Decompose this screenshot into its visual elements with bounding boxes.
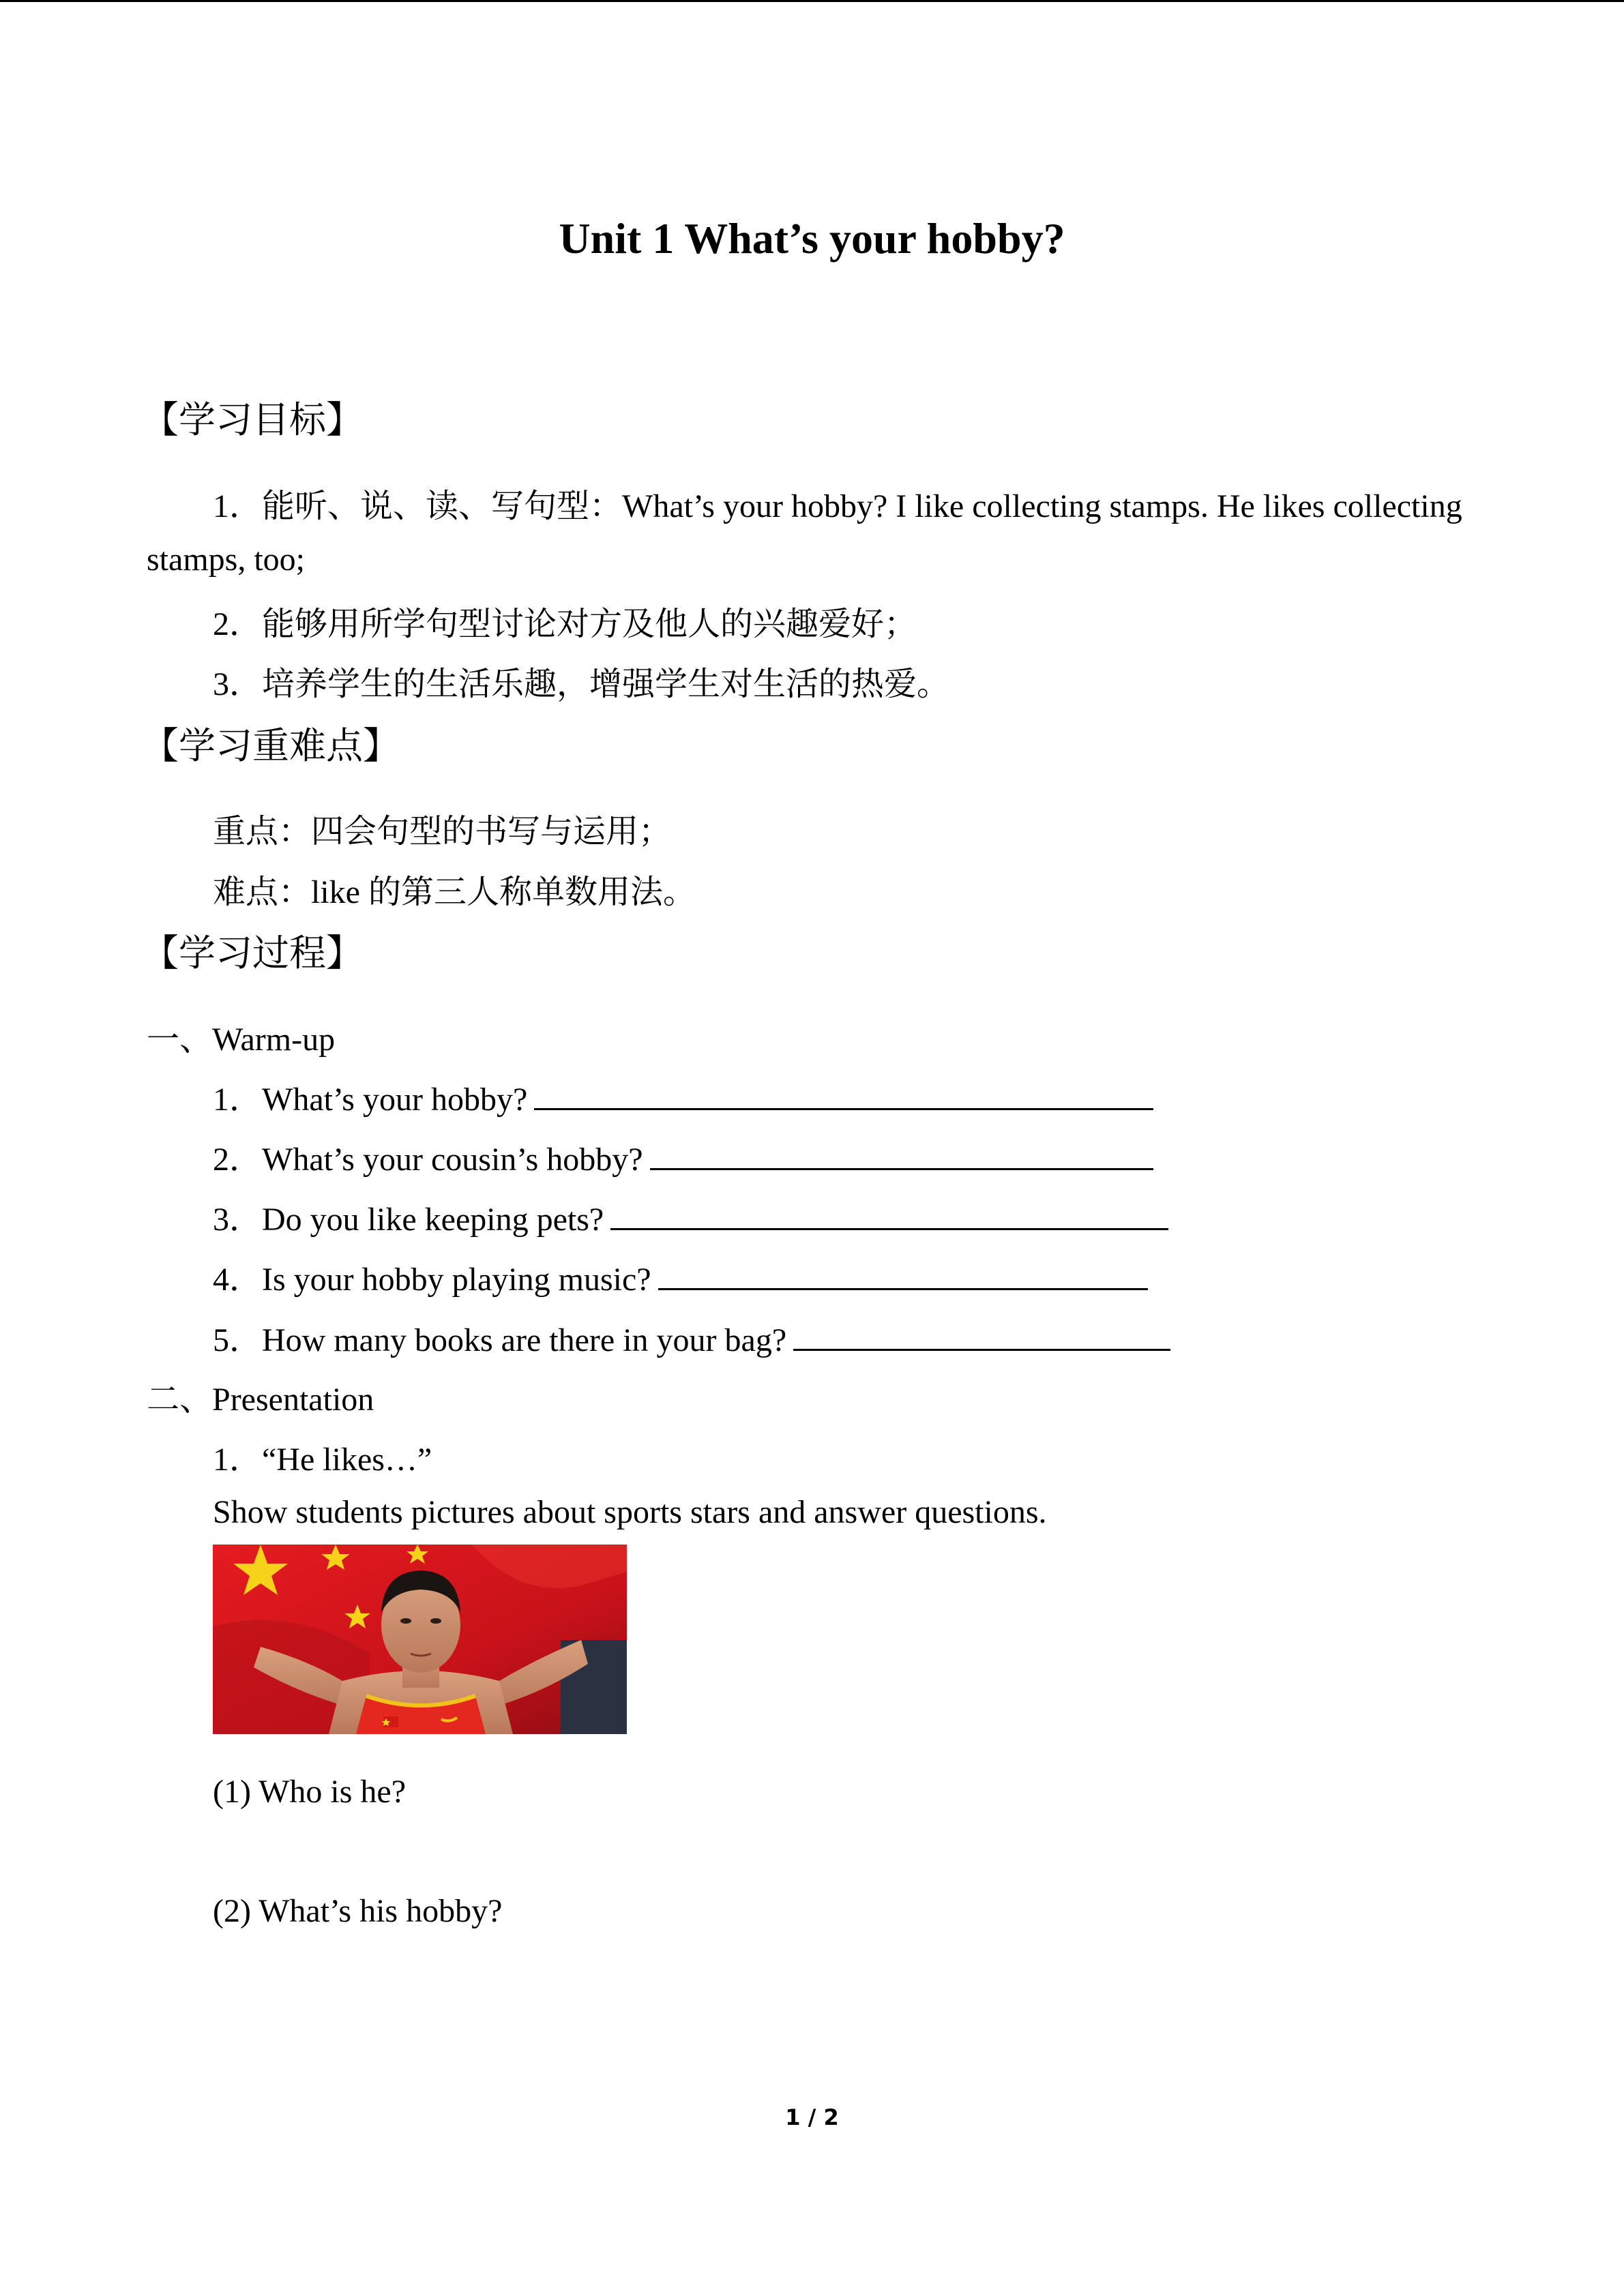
warmup-question-4-text: Is your hobby playing music? — [262, 1262, 651, 1298]
objective-1-continuation: stamps, too; — [147, 541, 306, 578]
warmup-question-2 — [213, 1133, 1153, 1180]
objective-3-text: 培养学生的生活乐趣，增强学生对生活的热爱。 — [262, 666, 950, 702]
warmup-question-3-number: 3． — [213, 1202, 263, 1238]
warmup-question-5 — [213, 1313, 1170, 1360]
document-title: Unit 1 What’s your hobby? — [559, 214, 1065, 263]
objective-1-text: 能听、说、读、写句型：What’s your hobby? I like collecting stamps. He likes collecting — [262, 488, 1462, 524]
answer-blank-2[interactable] — [650, 1138, 1153, 1170]
warmup-question-3 — [213, 1193, 1168, 1240]
warmup-question-5-text: How many books are there in your bag? — [262, 1322, 787, 1358]
warmup-question-4-number: 4． — [213, 1262, 263, 1298]
objective-2-text: 能够用所学句型讨论对方及他人的兴趣爱好； — [262, 606, 917, 642]
objectives-heading: 【学习目标】 — [142, 398, 363, 441]
objective-1 — [213, 479, 1462, 526]
objective-3-number: 3． — [213, 666, 263, 702]
answer-blank-1[interactable] — [534, 1078, 1153, 1110]
warmup-question-2-text: What’s your cousin’s hobby? — [262, 1142, 643, 1178]
sports-star-photo — [213, 1545, 627, 1734]
warmup-question-3-text: Do you like keeping pets? — [262, 1202, 604, 1238]
warmup-question-1-text: What’s your hobby? — [262, 1082, 528, 1118]
presentation-item-1: 1．“He likes…” — [213, 1442, 432, 1478]
presentation-instruction: Show students pictures about sports stars and answer questions. — [213, 1494, 1047, 1530]
keypoint-focus: 重点：四会句型的书写与运用； — [213, 814, 672, 850]
warmup-question-2-number: 2． — [213, 1142, 263, 1178]
warmup-question-1 — [213, 1073, 1153, 1120]
keypoints-heading: 【学习重难点】 — [142, 724, 400, 767]
objective-1-number: 1． — [213, 488, 263, 524]
sports-star-photo-graphic — [213, 1545, 627, 1734]
page-number: 1 / 2 — [785, 2104, 839, 2130]
warmup-question-1-number: 1． — [213, 1082, 263, 1118]
warmup-question-4 — [213, 1253, 1148, 1300]
presentation-question-1: (1) Who is he? — [213, 1774, 407, 1810]
warmup-heading: 一、Warm-up — [147, 1022, 336, 1058]
presentation-question-2: (2) What’s his hobby? — [213, 1893, 503, 1929]
process-heading: 【学习过程】 — [142, 931, 363, 974]
answer-blank-3[interactable] — [610, 1198, 1168, 1230]
presentation-heading: 二、Presentation — [147, 1382, 374, 1418]
answer-blank-5[interactable] — [793, 1319, 1170, 1351]
objective-2 — [213, 597, 917, 644]
objective-2-number: 2． — [213, 606, 263, 642]
keypoint-difficulty: 难点：like 的第三人称单数用法。 — [213, 874, 696, 910]
answer-blank-4[interactable] — [658, 1258, 1148, 1290]
objective-3 — [213, 657, 949, 704]
warmup-question-5-number: 5． — [213, 1322, 263, 1358]
